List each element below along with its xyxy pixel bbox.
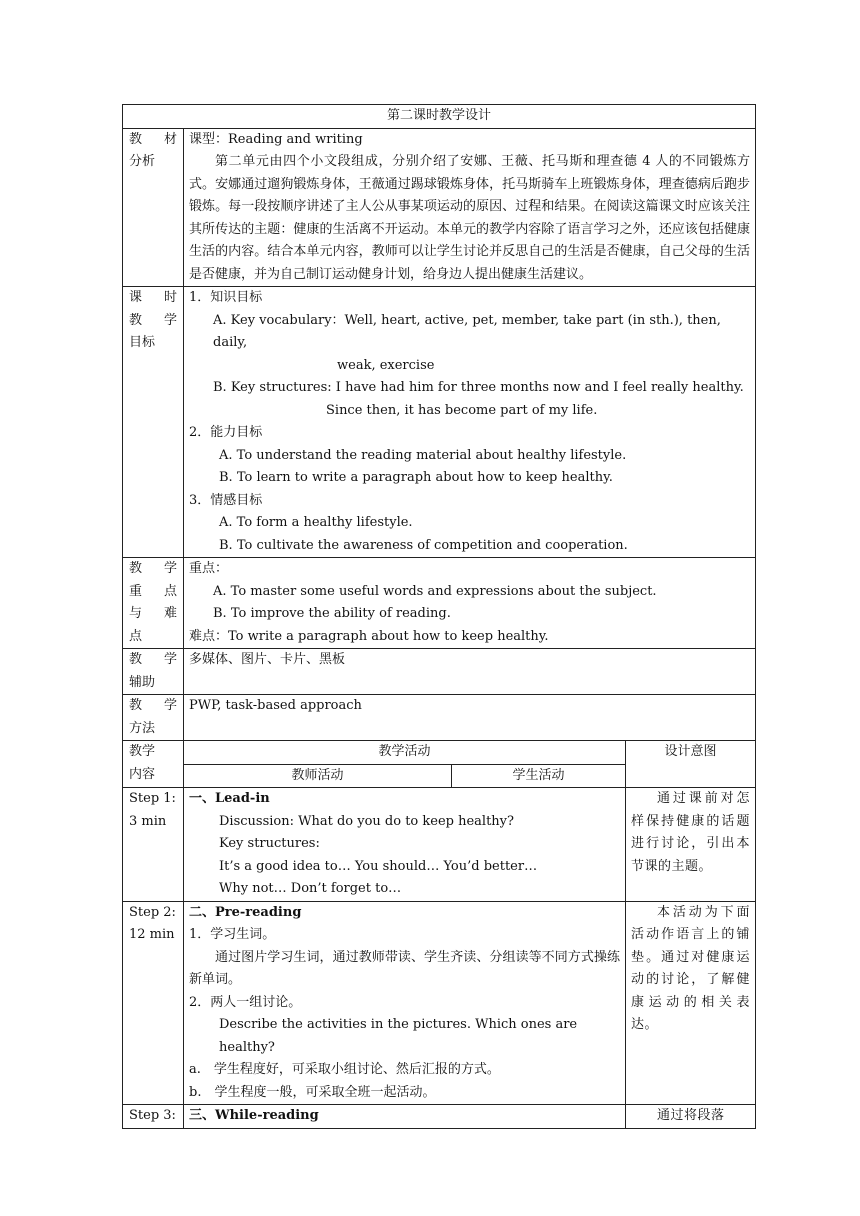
emotion-item: B. To cultivate the awareness of competition and cooperation.: [219, 537, 628, 553]
material-analysis-label: 教 材 分析: [123, 128, 184, 287]
methods-label: 教 学 方法: [123, 695, 184, 741]
focus-title: 重点：: [189, 561, 229, 576]
vocab-line: A. Key vocabulary：Well, heart, active, pet, member, take part (in sth.), then, daily,: [213, 312, 721, 350]
course-type: 课型：Reading and writing: [189, 131, 363, 147]
step-label: Step 2: 12 min: [123, 901, 184, 1105]
teacher-activity-header: 教师活动: [184, 764, 452, 788]
step-text: Describe the activities in the pictures. Which ones are healthy?: [219, 1017, 578, 1055]
step-label: Step 1: 3 min: [123, 788, 184, 902]
focus-item: B. To improve the ability of reading.: [213, 606, 451, 621]
step-text: 通过图片学习生词，通过教师带读、学生齐读、分组读等不同方式操练新单词。: [189, 949, 620, 987]
material-analysis-content: [184, 128, 756, 287]
ability-title: 2．能力目标: [189, 425, 263, 440]
focus-item: A. To master some useful words and expressions about the subject.: [213, 583, 657, 599]
aids-content: 多媒体、图片、卡片、黑板: [184, 649, 756, 695]
objectives-content: [184, 287, 756, 558]
vocab-line-cont: weak, exercise: [337, 357, 435, 373]
step-title: 二、Pre-reading: [189, 904, 302, 920]
ability-item: B. To learn to write a paragraph about how to keep healthy.: [219, 470, 613, 485]
emotion-title: 3．情感目标: [189, 492, 263, 508]
table-title: 第二课时教学设计: [123, 105, 756, 129]
student-activity-header: 学生活动: [452, 764, 626, 788]
step-row: [123, 901, 756, 1105]
step-text: Key structures:: [219, 836, 320, 851]
step-intent: 本活动为下面活动作语言上的铺垫。通过对健康运动的讨论，了解健康运动的相关表达。: [626, 901, 756, 1105]
step-item: 2．两人一组讨论。: [189, 994, 302, 1010]
structures-line-cont: Since then, it has become part of my life.: [326, 402, 598, 418]
lesson-plan-table: [122, 104, 756, 1129]
step-text: It’s a good idea to… You should… You’d better…: [219, 858, 538, 874]
difficulty: 难点：To write a paragraph about how to keep healthy.: [189, 628, 549, 644]
step-activity: [184, 901, 626, 1105]
methods-content: PWP, task-based approach: [184, 695, 756, 741]
title-row: [123, 105, 756, 129]
key-points-content: [184, 558, 756, 649]
activities-header: 教学活动: [184, 741, 626, 765]
emotion-item: A. To form a healthy lifestyle.: [219, 515, 413, 530]
content-header: 教学 内容: [123, 741, 184, 788]
step-text: Why not… Don’t forget to…: [219, 881, 402, 896]
structures-line: B. Key structures: I have had him for three months now and I feel really healthy.: [213, 380, 744, 395]
intent-header: 设计意图: [626, 741, 756, 788]
aids-row: [123, 649, 756, 695]
step-text: Discussion: What do you do to keep healthy?: [219, 813, 514, 829]
knowledge-title: 1．知识目标: [189, 290, 263, 305]
objectives-label: 课 时 教 学 目标: [123, 287, 184, 558]
analysis-paragraph: 第二单元由四个小文段组成，分别介绍了安娜、王薇、托马斯和理查德 4 人的不同锻炼方式。安娜通过遛狗锻炼身体，王薇通过踢球锻炼身体，托马斯骑车上班锻炼身体，理查德病后跑步锻炼。每一段按顺序讲述了主人公从事某项运动的原因、过程和结果。在阅读这篇课文时应该关注其所传达的主题：健康的生活离不开运动。本单元的教学内容除了语言学习之外，还应该包括健康生活的内容。结合本单元内容，教师可以让学生讨论并反思自己的生活是否健康，自己父母的生活是否健康，并为自己制订运动健身计划，给身边人提出健康生活建议。: [189, 154, 751, 282]
step-title: 一、Lead-in: [189, 791, 270, 806]
step-label: Step 3:: [123, 1105, 184, 1129]
step-option: b. 学生程度一般，可采取全班一起活动。: [189, 1084, 436, 1100]
step-option: a. 学生程度好，可采取小组讨论、然后汇报的方式。: [189, 1062, 500, 1077]
step-row: [123, 1105, 756, 1129]
key-points-row: [123, 558, 756, 649]
activity-header-row: [123, 741, 756, 765]
step-item: 1．学习生词。: [189, 927, 276, 942]
step-intent: 通过课前对怎样保持健康的话题进行讨论，引出本节课的主题。: [626, 788, 756, 902]
step-title: 三、While-reading: [189, 1108, 319, 1123]
step-activity: [184, 1105, 626, 1129]
methods-row: [123, 695, 756, 741]
key-points-label: 教 学 重 点 与 难 点: [123, 558, 184, 649]
objectives-row: [123, 287, 756, 558]
step-activity: [184, 788, 626, 902]
step-intent: 通过将段落: [626, 1105, 756, 1129]
ability-item: A. To understand the reading material about healthy lifestyle.: [219, 447, 627, 463]
material-analysis-row: [123, 128, 756, 287]
step-row: [123, 788, 756, 902]
aids-label: 教 学 辅助: [123, 649, 184, 695]
